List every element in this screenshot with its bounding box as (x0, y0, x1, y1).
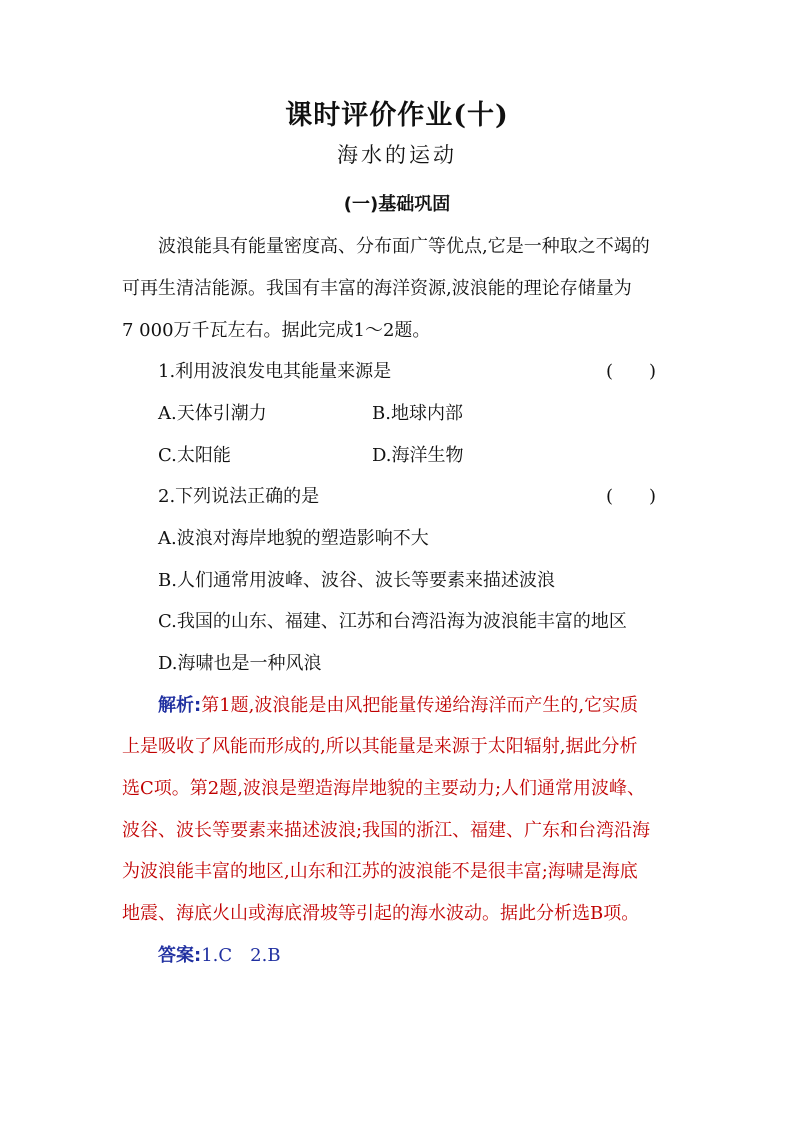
section-heading: (一)基础巩固 (343, 194, 451, 215)
page-title: 课时评价作业(十) (285, 100, 509, 131)
analysis-label: 解析: (158, 695, 202, 716)
intro-line-1: 波浪能具有能量密度高、分布面广等优点,它是一种取之不竭的 (158, 236, 650, 257)
intro-line-3: 7 000万千瓦左右。据此完成1～2题。 (122, 320, 431, 341)
analysis-line-6: 地震、海底火山或海底滑坡等引起的海水波动。据此分析选B项。 (122, 903, 640, 924)
question-2-stem: 2.下列说法正确的是 (158, 486, 320, 507)
question-1-stem: 1.利用波浪发电其能量来源是 (158, 361, 392, 382)
question-1-option-a: A.天体引潮力 (158, 403, 267, 424)
answer-value: 1.C 2.B (201, 945, 281, 966)
question-2-option-d: D.海啸也是一种风浪 (158, 653, 322, 674)
question-2-answer-blank: ( ) (606, 486, 657, 507)
analysis-text-1: 第1题,波浪能是由风把能量传递给海洋而产生的,它实质 (201, 695, 639, 716)
answer-line (158, 941, 682, 971)
question-2-option-a: A.波浪对海岸地貌的塑造影响不大 (158, 528, 429, 549)
question-1-option-b: B.地球内部 (372, 403, 463, 424)
analysis-line-3: 选C项。第2题,波浪是塑造海岸地貌的主要动力;人们通常用波峰、 (122, 778, 646, 799)
answer-label: 答案: (158, 945, 202, 966)
analysis-line-2: 上是吸收了风能而形成的,所以其能量是来源于太阳辐射,据此分析 (122, 736, 638, 757)
analysis-line-5: 为波浪能丰富的地区,山东和江苏的波浪能不是很丰富;海啸是海底 (122, 861, 638, 882)
question-1-option-d: D.海洋生物 (372, 445, 464, 466)
page-subtitle: 海水的运动 (337, 143, 457, 167)
question-1-answer-blank: ( ) (606, 361, 657, 382)
intro-line-2: 可再生清洁能源。我国有丰富的海洋资源,波浪能的理论存储量为 (122, 278, 632, 299)
question-1-option-c: C.太阳能 (158, 445, 231, 466)
question-2-option-b: B.人们通常用波峰、波谷、波长等要素来描述波浪 (158, 570, 555, 591)
question-2-option-c: C.我国的山东、福建、江苏和台湾沿海为波浪能丰富的地区 (158, 611, 627, 632)
analysis-line-4: 波谷、波长等要素来描述波浪;我国的浙江、福建、广东和台湾沿海 (122, 820, 651, 841)
analysis-line-1 (158, 691, 682, 721)
